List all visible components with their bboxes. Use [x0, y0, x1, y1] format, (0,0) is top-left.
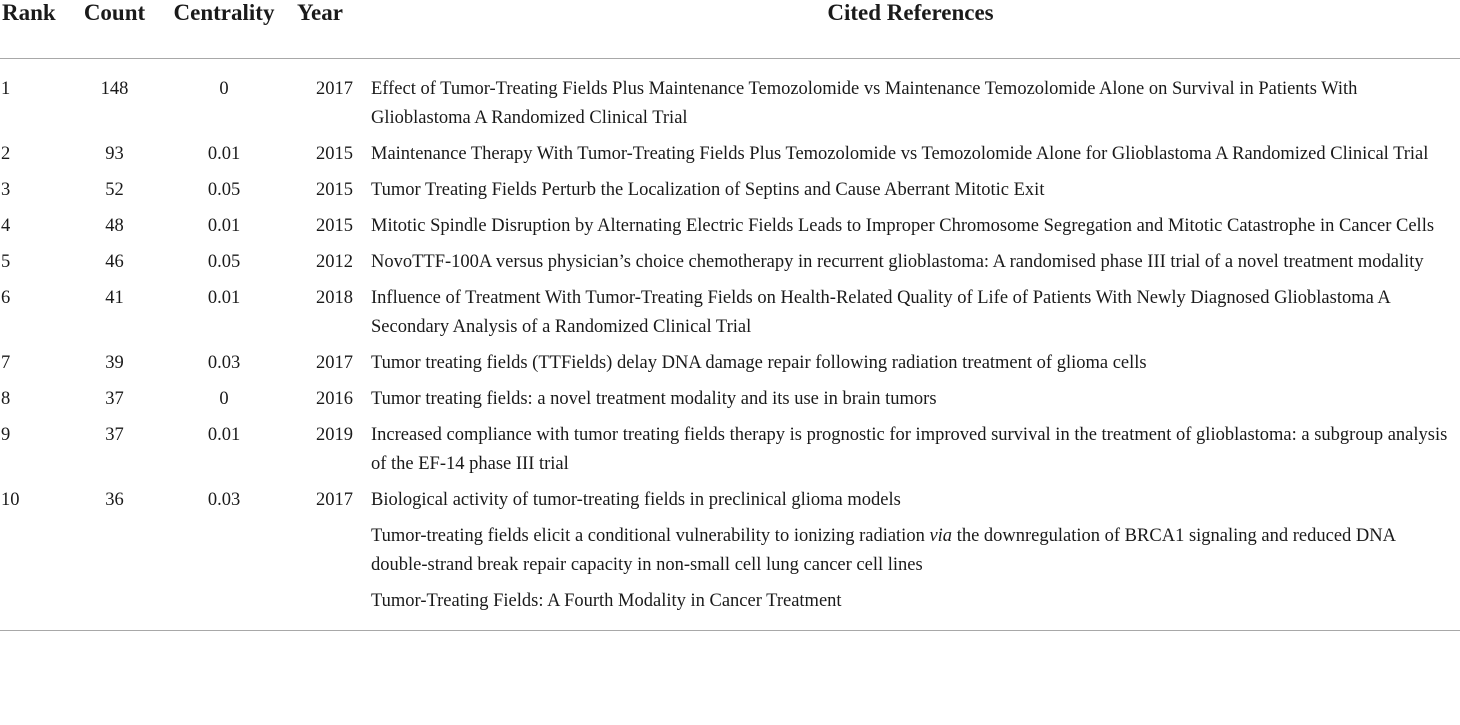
- cell-rank: 2: [1, 144, 11, 164]
- header-year: Year: [291, 0, 361, 59]
- table-row: [0, 245, 1460, 281]
- reference-text-italic: via: [929, 526, 953, 546]
- cell-reference: Biological activity of tumor-treating fields in preclinical glioma models: [371, 490, 901, 510]
- cell-centrality: 0: [219, 389, 229, 409]
- table-body: [0, 59, 1460, 631]
- cell-count: 52: [105, 180, 124, 200]
- cell-centrality: [157, 584, 291, 631]
- cell-count: 37: [105, 425, 124, 445]
- table-header: [0, 0, 1460, 59]
- cell-count: 148: [100, 79, 129, 99]
- cell-rank: 3: [1, 180, 11, 200]
- cell-reference: Effect of Tumor-Treating Fields Plus Maintenance Temozolomide vs Maintenance Temozolomide Alone on Survival in Patients With Glioblastoma A Randomized Clinical Trial: [371, 79, 1358, 128]
- cell-rank: 10: [1, 490, 20, 510]
- cell-year: 2015: [316, 144, 353, 164]
- cell-year: [291, 584, 361, 631]
- cell-centrality: [157, 519, 291, 584]
- cell-centrality: 0.03: [207, 490, 241, 510]
- cell-year: 2015: [316, 180, 353, 200]
- cell-year: 2019: [316, 425, 353, 445]
- cell-count: 46: [105, 252, 124, 272]
- table-row: [0, 173, 1460, 209]
- cell-year: 2015: [316, 216, 353, 236]
- cell-rank: 1: [1, 79, 11, 99]
- cell-count: [72, 519, 157, 584]
- cell-count: 37: [105, 389, 124, 409]
- cell-rank: 5: [1, 252, 11, 272]
- cell-reference: Mitotic Spindle Disruption by Alternating Electric Fields Leads to Improper Chromosome Segregation and Mitotic Catastrophe in Cancer Cells: [371, 216, 1435, 236]
- cell-rank: 4: [1, 216, 11, 236]
- cell-reference: Tumor treating fields: a novel treatment modality and its use in brain tumors: [371, 389, 937, 409]
- cell-centrality: 0.01: [207, 425, 241, 445]
- cell-centrality: 0.01: [207, 144, 241, 164]
- cell-reference: Influence of Treatment With Tumor-Treating Fields on Health-Related Quality of Life of Patients With Newly Diagnosed Glioblastoma A Secondary Analysis of a Randomized Clinical Trial: [371, 288, 1390, 337]
- cell-rank: [0, 584, 72, 631]
- cell-reference: Tumor-Treating Fields: A Fourth Modality in Cancer Treatment: [361, 584, 1460, 631]
- cell-count: 41: [105, 288, 124, 308]
- table-row: [0, 418, 1460, 483]
- cell-year: 2012: [316, 252, 353, 272]
- table-row: [0, 281, 1460, 346]
- cell-rank: [0, 519, 72, 584]
- header-count: Count: [72, 0, 157, 59]
- table-row: [0, 59, 1460, 137]
- cell-year: 2017: [316, 490, 353, 510]
- table-row: [0, 382, 1460, 418]
- table-row: [0, 483, 1460, 519]
- cell-centrality: 0.03: [207, 353, 241, 373]
- reference-text-pre: Tumor-treating fields elicit a conditional vulnerability to ionizing radiation: [371, 526, 930, 546]
- cell-centrality: 0: [219, 79, 229, 99]
- cell-year: 2016: [316, 389, 353, 409]
- cell-count: 36: [105, 490, 124, 510]
- cell-year: 2017: [316, 353, 353, 373]
- cell-reference: Tumor treating fields (TTFields) delay DNA damage repair following radiation treatment of glioma cells: [371, 353, 1147, 373]
- cell-count: 93: [105, 144, 124, 164]
- cell-rank: 8: [1, 389, 11, 409]
- cell-count: 39: [105, 353, 124, 373]
- cell-count: 48: [105, 216, 124, 236]
- cell-rank: 7: [1, 353, 11, 373]
- table-row: [0, 346, 1460, 382]
- reference-text-post: the downregulation of BRCA1 signaling and reduced DNA double-strand break repair capacity in non-small cell lung cancer cell lines: [371, 526, 1395, 575]
- header-rank: Rank: [0, 0, 72, 59]
- header-row: [0, 0, 1460, 59]
- cell-reference: NovoTTF-100A versus physician’s choice chemotherapy in recurrent glioblastoma: A randomised phase III trial of a novel treatment modality: [371, 252, 1424, 272]
- cell-centrality: 0.01: [207, 216, 241, 236]
- cell-reference: Maintenance Therapy With Tumor-Treating Fields Plus Temozolomide vs Temozolomide Alone for Glioblastoma A Randomized Clinical Trial: [371, 144, 1429, 164]
- cell-reference: Tumor Treating Fields Perturb the Localization of Septins and Cause Aberrant Mitotic Exit: [371, 180, 1045, 200]
- cell-rank: 9: [1, 425, 11, 445]
- cell-year: 2017: [316, 79, 353, 99]
- cell-reference: Increased compliance with tumor treating fields therapy is prognostic for improved survival in the treatment of glioblastoma: a subgroup analysis of the EF-14 phase III trial: [371, 425, 1448, 474]
- cell-reference: [361, 519, 1460, 584]
- cell-centrality: 0.01: [207, 288, 241, 308]
- table-row: [0, 209, 1460, 245]
- table-row: [0, 137, 1460, 173]
- cell-centrality: 0.05: [207, 180, 241, 200]
- header-cited-references: Cited References: [361, 0, 1460, 59]
- table-row: [0, 519, 1460, 584]
- cell-centrality: 0.05: [207, 252, 241, 272]
- header-centrality: Centrality: [157, 0, 291, 59]
- cell-year: [291, 519, 361, 584]
- table-row: [0, 584, 1460, 631]
- cell-rank: 6: [1, 288, 11, 308]
- cell-count: [72, 584, 157, 631]
- cell-year: 2018: [316, 288, 353, 308]
